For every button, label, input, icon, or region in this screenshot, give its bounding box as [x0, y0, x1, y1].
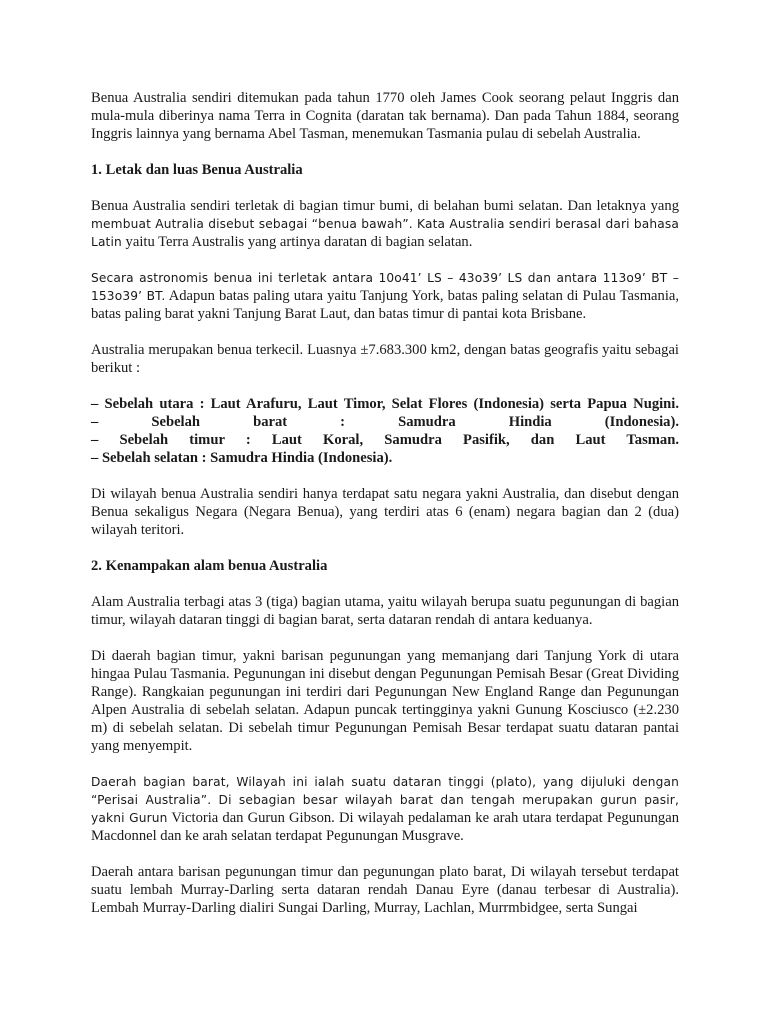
paragraph-western-part-2: Victoria dan Gurun Gibson. Di wilayah pedalaman ke arah utara terdapat Pegunungan Macdonnel dan ke arah selatan terdapat Pegunungan Musgrave.	[91, 810, 679, 844]
boundary-north: – Sebelah utara : Laut Arafuru, Laut Timor, Selat Flores (Indonesia) serta Papua Nugini.	[91, 396, 679, 412]
boundary-east: – Sebelah timur : Laut Koral, Samudra Pasifik, dan Laut Tasman.	[91, 432, 679, 448]
paragraph-country: Di wilayah benua Australia sendiri hanya terdapat satu negara yakni Australia, dan disebut dengan Benua sekaligus Negara (Negara Benua), yang terdiri atas 6 (enam) negara bagian dan 2 (dua) wilayah teritori.	[91, 486, 679, 538]
boundary-south: – Sebelah selatan : Samudra Hindia (Indonesia).	[91, 450, 393, 466]
document-page	[91, 89, 679, 935]
paragraph-western-region	[91, 773, 679, 845]
paragraph-discovery: Benua Australia sendiri ditemukan pada tahun 1770 oleh James Cook seorang pelaut Inggris dan mula-mula diberinya nama Terra in Cognita (daratan tak bernama). Dan pada Tahun 1884, seorang Inggris lainnya yang bernama Abel Tasman, menemukan Tasmania pulau di sebelah Australia.	[91, 90, 679, 142]
boundaries-list	[91, 395, 679, 467]
heading-location-and-area: 1. Letak dan luas Benua Australia	[91, 162, 303, 178]
heading-natural-features: 2. Kenampakan alam benua Australia	[91, 558, 328, 574]
paragraph-area: Australia merupakan benua terkecil. Luasnya ±7.683.300 km2, dengan batas geografis yaitu sebagai berikut :	[91, 342, 679, 376]
paragraph-location	[91, 197, 679, 251]
paragraph-astronomical-part-1: Secara astronomis benua ini terletak antara 10o41’ LS – 43o39’ LS dan antara 113o9’ BT – 153o39’ BT.	[91, 271, 679, 303]
paragraph-location-part-2: membuat Autralia disebut sebagai “benua bawah”. Kata Australia sendiri berasal dari bahasa Latin	[91, 217, 679, 249]
paragraph-central-region: Daerah antara barisan pegunungan timur dan pegunungan plato barat, Di wilayah tersebut terdapat suatu lembah Murray-Darling serta dataran rendah Danau Eyre (danau terbesar di Australia). Lembah Murray-Darling dialiri Sungai Darling, Murray, Lachlan, Murrmbidgee, serta Sungai	[91, 864, 679, 916]
paragraph-location-part-3: yaitu Terra Australis yang artinya daratan di bagian selatan.	[121, 234, 473, 250]
paragraph-regions: Alam Australia terbagi atas 3 (tiga) bagian utama, yaitu wilayah berupa suatu pegunungan di bagian timur, wilayah dataran tinggi di bagian barat, serta dataran rendah di antara keduanya.	[91, 594, 679, 628]
paragraph-astronomical-position	[91, 269, 679, 323]
paragraph-eastern-region: Di daerah bagian timur, yakni barisan pegunungan yang memanjang dari Tanjung York di utara hingaa Pulau Tasmania. Pegunungan ini disebut dengan Pegunungan Pemisah Besar (Great Dividing Range). Rangkaian pegunungan ini terdiri dari Pegunungan New England Range dan Pegunungan Alpen Australia di sebelah selatan. Adapun puncak tertingginya yakni Gunung Kosciusco (±2.230 m) di sebelah selatan. Di sebelah timur Pegunungan Pemisah Besar terdapat suatu dataran pantai yang menyempit.	[91, 648, 679, 754]
paragraph-western-part-1: Daerah bagian barat, Wilayah ini ialah suatu dataran tinggi (plato), yang dijuluki dengan “Perisai Australia”. Di sebagian besar wilayah barat dan tengah merupakan gurun pasir, yakni Gurun	[91, 775, 679, 825]
boundary-west: – Sebelah barat : Samudra Hindia (Indonesia).	[91, 414, 679, 430]
paragraph-location-part-1: Benua Australia sendiri terletak di bagian timur bumi, di belahan bumi selatan. Dan letaknya yang	[91, 198, 679, 214]
paragraph-astronomical-part-2: Adapun batas paling utara yaitu Tanjung York, batas paling selatan di Pulau Tasmania, batas paling barat yakni Tanjung Barat Laut, dan batas timur di pantai kota Brisbane.	[91, 288, 680, 322]
